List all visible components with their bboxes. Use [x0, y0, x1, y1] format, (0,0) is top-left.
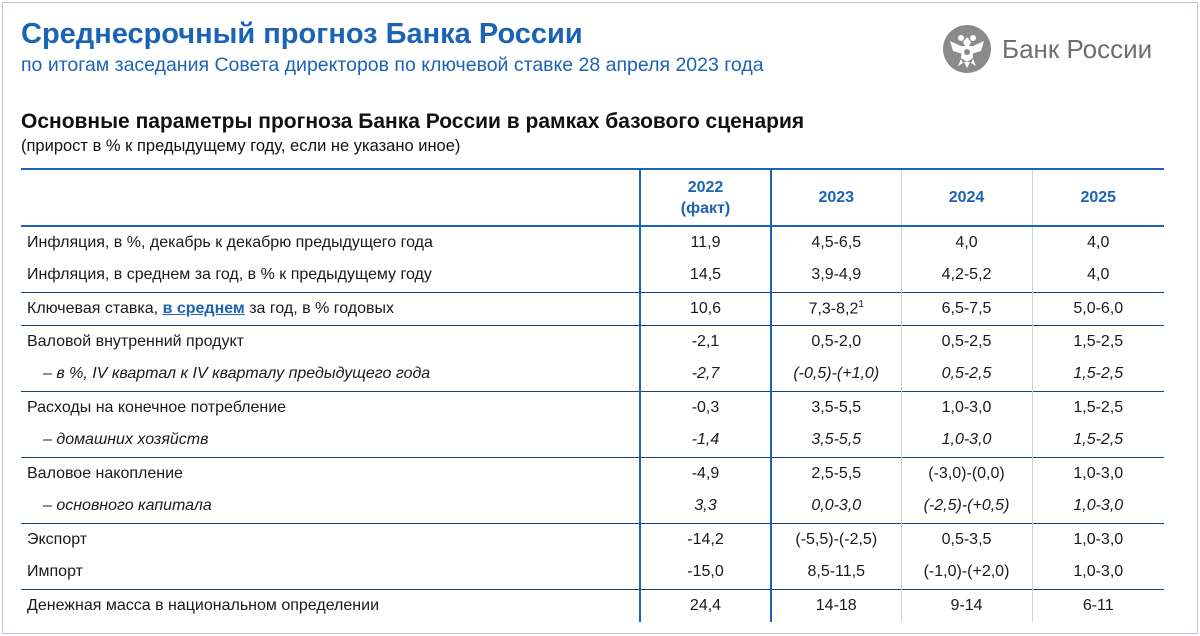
cell-2024: (-2,5)-(+0,5) — [901, 490, 1032, 523]
table-row — [21, 424, 1164, 457]
row-label: – в %, IV квартал к IV кварталу предыдущего года — [43, 365, 431, 383]
cell-2024: 1,0-3,0 — [901, 391, 1032, 424]
page-title: Среднесрочный прогноз Банка России — [21, 18, 583, 50]
header-2022 — [640, 169, 771, 226]
cell-2022: -2,7 — [640, 358, 771, 391]
cell-2025: 1,5-2,5 — [1032, 325, 1164, 358]
table-row — [21, 391, 1164, 424]
cell-2025: 6-11 — [1032, 589, 1164, 622]
row-label — [21, 292, 640, 325]
cell-2023: 3,5-5,5 — [771, 391, 901, 424]
cell-2023: (-0,5)-(+1,0) — [771, 358, 901, 391]
cell-2025: 1,0-3,0 — [1032, 490, 1164, 523]
header-2024: 2024 — [901, 169, 1032, 226]
cell-2025: 4,0 — [1032, 226, 1164, 259]
cell-2023: 3,9-4,9 — [771, 259, 901, 292]
cell-2022: 10,6 — [640, 292, 771, 325]
double-headed-eagle-emblem-icon — [942, 24, 992, 74]
cell-2023: 2,5-5,5 — [771, 457, 901, 490]
cell-2022: -0,3 — [640, 391, 771, 424]
cell-2022: -4,9 — [640, 457, 771, 490]
cell-2024: 0,5-3,5 — [901, 523, 1032, 556]
cell-2024: (-3,0)-(0,0) — [901, 457, 1032, 490]
cell-2024: 9-14 — [901, 589, 1032, 622]
average-link[interactable]: в среднем — [162, 299, 245, 317]
table-row — [21, 259, 1164, 292]
row-label: – основного капитала — [43, 497, 212, 515]
row-label-prefix: Ключевая ставка, — [27, 299, 163, 317]
row-label: – домашних хозяйств — [43, 431, 209, 449]
cell-2022: -1,4 — [640, 424, 771, 457]
bank-logo-text: Банк России — [1002, 34, 1153, 64]
row-label-suffix: за год, в % годовых — [244, 299, 395, 317]
page-subtitle: по итогам заседания Совета директоров по ключевой ставке 28 апреля 2023 года — [21, 54, 764, 76]
row-label: Валовой внутренний продукт — [21, 325, 640, 358]
cell-2022: 14,5 — [640, 259, 771, 292]
cell-2023 — [771, 292, 901, 325]
footnote-marker: 1 — [858, 298, 864, 310]
header-2025: 2025 — [1032, 169, 1164, 226]
cell-2025: 1,5-2,5 — [1032, 391, 1164, 424]
cell-2024: 4,2-5,2 — [901, 259, 1032, 292]
cell-2022: -15,0 — [640, 556, 771, 589]
table-row — [21, 325, 1164, 358]
row-label: Инфляция, в %, декабрь к декабрю предыдущего года — [27, 234, 433, 251]
table-row — [21, 457, 1164, 490]
table-row — [21, 490, 1164, 523]
row-label: Экспорт — [21, 523, 640, 556]
cell-2025: 1,0-3,0 — [1032, 523, 1164, 556]
cell-2022: -14,2 — [640, 523, 771, 556]
cell-2025: 1,5-2,5 — [1032, 358, 1164, 391]
row-label: Денежная масса в национальном определении — [21, 589, 640, 622]
cell-2025: 4,0 — [1032, 259, 1164, 292]
bank-logo[interactable] — [942, 24, 1172, 74]
cell-2025: 5,0-6,0 — [1032, 292, 1164, 325]
cell-2023: 0,0-3,0 — [771, 490, 901, 523]
header-2022-note: (факт) — [680, 199, 731, 217]
row-label: Инфляция, в среднем за год, в % к предыдущему году — [27, 266, 432, 284]
row-label: Импорт — [27, 563, 83, 581]
cell-2023: 8,5-11,5 — [771, 556, 901, 589]
cell-2025: 1,5-2,5 — [1032, 424, 1164, 457]
table-row — [21, 589, 1164, 622]
cell-2024: 1,0-3,0 — [901, 424, 1032, 457]
cell-2023: 0,5-2,0 — [771, 325, 901, 358]
table-row — [21, 292, 1164, 325]
header-2023: 2023 — [771, 169, 901, 226]
table-row — [21, 358, 1164, 391]
table-header-row — [21, 169, 1164, 226]
table-row — [21, 523, 1164, 556]
cell-2023: 14-18 — [771, 589, 901, 622]
header-indicator — [21, 169, 640, 226]
cell-2022: 24,4 — [640, 589, 771, 622]
cell-2022: -2,1 — [640, 325, 771, 358]
cell-2024: 4,0 — [901, 226, 1032, 259]
forecast-table — [21, 168, 1164, 622]
cell-2023-value: 7,3-8,2 — [808, 300, 859, 318]
table-row — [21, 556, 1164, 589]
cell-2025: 1,0-3,0 — [1032, 556, 1164, 589]
section-title: Основные параметры прогноза Банка России в рамках базового сценария — [21, 110, 805, 133]
cell-2023: 3,5-5,5 — [771, 424, 901, 457]
cell-2024: 6,5-7,5 — [901, 292, 1032, 325]
cell-2024: (-1,0)-(+2,0) — [901, 556, 1032, 589]
cell-2022: 3,3 — [640, 490, 771, 523]
row-label: Расходы на конечное потребление — [21, 391, 640, 424]
row-label: Валовое накопление — [21, 457, 640, 490]
section-note: (прирост в % к предыдущему году, если не указано иное) — [21, 137, 461, 155]
header-2022-year: 2022 — [687, 178, 724, 196]
table-row — [21, 226, 1164, 259]
cell-2024: 0,5-2,5 — [901, 325, 1032, 358]
cell-2025: 1,0-3,0 — [1032, 457, 1164, 490]
cell-2024: 0,5-2,5 — [901, 358, 1032, 391]
cell-2023: 4,5-6,5 — [771, 226, 901, 259]
cell-2022: 11,9 — [640, 226, 771, 259]
cell-2023: (-5,5)-(-2,5) — [771, 523, 901, 556]
